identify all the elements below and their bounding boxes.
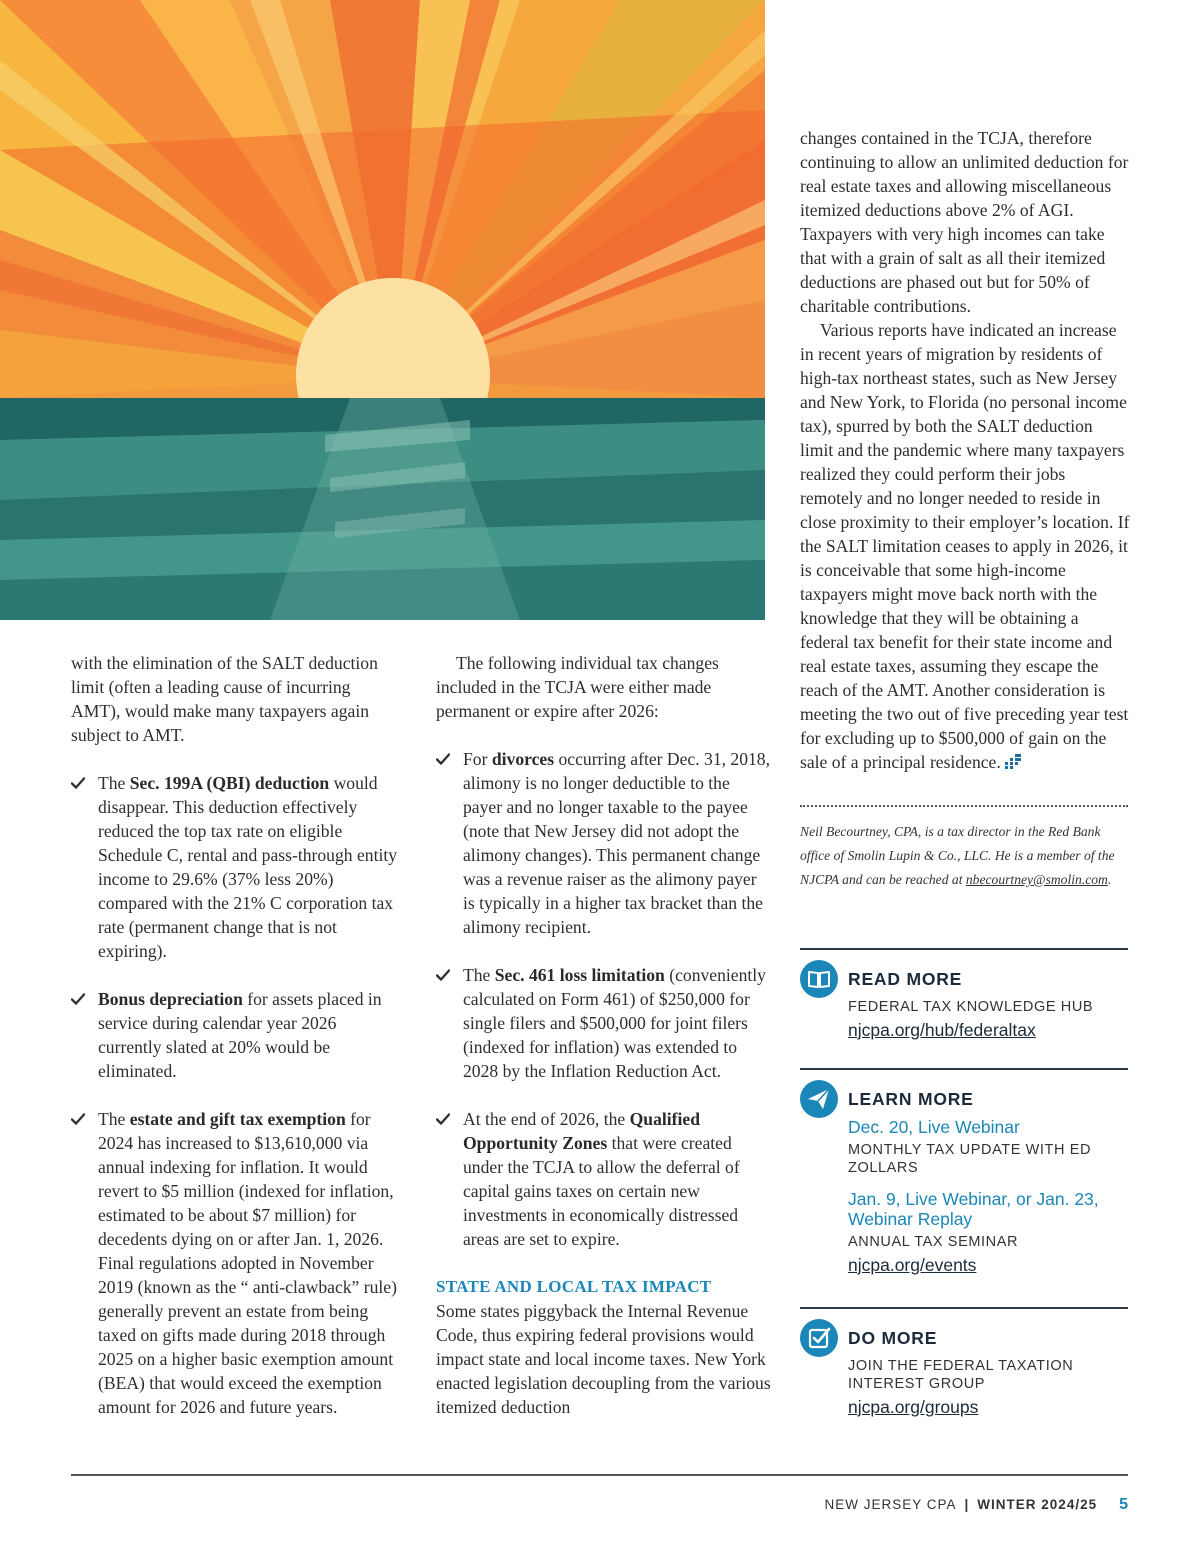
checkmark-icon (436, 752, 450, 766)
end-mark-icon (1005, 754, 1021, 769)
column-2 (436, 651, 771, 1419)
bullet-qbi-deduction: The Sec. 199A (QBI) deduction would disappear. This deduction effectively reduced the top tax rate on eligible Schedule C, rental and pass-through entity income to 29.6% (37% less 20%) compared with the 21% C corporation tax rate (permanent change that is not expiring). (71, 771, 401, 963)
book-icon (800, 960, 838, 998)
checkmark-icon (71, 992, 85, 1006)
read-more-link[interactable]: njcpa.org/hub/federaltax (848, 1020, 1036, 1040)
publication-name: NEW JERSEY CPA (824, 1497, 957, 1512)
learn-more-content (848, 1088, 1133, 1276)
bold-term: Sec. 461 loss limitation (494, 965, 665, 985)
do-more-box (800, 1307, 1128, 1429)
checkmark-icon (436, 968, 450, 982)
bold-term: estate and gift tax exemption (129, 1109, 346, 1129)
bold-term: Sec. 199A (QBI) deduction (129, 773, 330, 793)
footer-separator: | (964, 1497, 970, 1512)
event-caption-1: MONTHLY TAX UPDATE WITH ED ZOLLARS (848, 1142, 1092, 1176)
do-more-link[interactable]: njcpa.org/groups (848, 1397, 979, 1417)
bullet-bonus-depreciation: Bonus depreciation for assets placed in service during calendar year 2026 currently slated at 20% would be eliminated. (71, 987, 401, 1083)
event-date-2: Jan. 9, Live Webinar, or Jan. 23, Webinar Replay (848, 1189, 1099, 1229)
read-more-box (800, 948, 1128, 1065)
learn-more-box (800, 1068, 1128, 1305)
divider (800, 805, 1128, 807)
checkbox-icon (800, 1319, 838, 1357)
bullet-divorces: For divorces occurring after Dec. 31, 2018, alimony is no longer deductible to the payer and no longer taxable to the payee (note that New Jersey did not adopt the alimony changes). This permanent change was a revenue raiser as the alimony payer is typically in a higher tax bracket than the alimony recipient. (436, 747, 771, 939)
bullet-opportunity-zones: At the end of 2026, the Qualified Opportunity Zones that were created under the TCJA to allow the deferral of capital gains taxes on certain new investments in economically distressed areas are set to expire. (436, 1107, 771, 1251)
column-3 (800, 126, 1130, 774)
paper-plane-icon (800, 1080, 838, 1118)
bullet-sec-461: The Sec. 461 loss limitation (conveniently calculated on Form 461) of $250,000 for single filers and $500,000 for joint filers (indexed for inflation) was extended to 2028 by the Inflation Reduction Act. (436, 963, 771, 1083)
do-more-caption: JOIN THE FEDERAL TAXATION INTEREST GROUP (848, 1358, 1074, 1392)
event-date-1: Dec. 20, Live Webinar (848, 1117, 1020, 1137)
bullet-estate-gift-tax: The estate and gift tax exemption for 2024 has increased to $13,610,000 via annual indexing for inflation. It would revert to $5 million (indexed for inflation, estimated to be about $7 million) for decedents dying on or after Jan. 1, 2026. Final regulations adopted in November 2019 (known as the “ anti-clawback” rule) generally prevent an estate from being taxed on gifts made during 2018 through 2025 on a higher basic exemption amount (BEA) that would exceed the exemption amount for 2026 and future years. (71, 1107, 401, 1419)
learn-more-link[interactable]: njcpa.org/events (848, 1255, 977, 1275)
section-heading: STATE AND LOCAL TAX IMPACT (436, 1277, 712, 1296)
bold-term: divorces (491, 749, 555, 769)
issue-label: WINTER 2024/25 (977, 1497, 1098, 1512)
checkmark-icon (71, 1112, 85, 1126)
intro-paragraph: with the elimination of the SALT deduction limit (often a leading cause of incurring AMT), would make many taxpayers again subject to AMT. (71, 653, 378, 745)
body-paragraph: changes contained in the TCJA, therefore continuing to allow an unlimited deduction for real estate taxes and allowing miscellaneous itemized deductions above 2% of AGI. Taxpayers with very high incomes can take that with a grain of salt as all their itemized deductions are phased out but for 50% of charitable contributions. (800, 128, 1129, 316)
bold-term: Qualified Opportunity Zones (463, 1109, 701, 1153)
footer-rule (71, 1474, 1128, 1476)
sunset-illustration (0, 0, 765, 620)
read-more-title: READ MORE (848, 969, 963, 989)
intro-paragraph: The following individual tax changes included in the TCJA were either made permanent or expire after 2026: (436, 653, 719, 721)
read-more-content (848, 968, 1133, 1041)
body-paragraph: Various reports have indicated an increase in recent years of migration by residents of high-tax northeast states, such as New Jersey and New York, to Florida (no personal income tax), spurred by both the SALT deduction limit and the pandemic where many taxpayers realized they could perform their jobs remotely and no longer needed to reside in close proximity to their employer’s location. If the SALT limitation ceases to apply in 2026, it is conceivable that some high-income taxpayers might move back north with the knowledge that they will be obtaining a federal tax benefit for their state income and real estate taxes, assuming they escape the reach of the AMT. Another consideration is meeting the two out of five preceding year test for excluding up to $500,000 of gain on the sale of a principal residence. (800, 320, 1130, 772)
page-number: 5 (1119, 1496, 1129, 1513)
body-paragraph: Some states piggyback the Internal Revenue Code, thus expiring federal provisions would impact state and local income taxes. New York enacted legislation decoupling from the various itemized deduction (436, 1301, 771, 1417)
bold-term: Bonus depreciation (98, 989, 243, 1009)
author-email-link[interactable]: nbecourtney@smolin.com (965, 872, 1108, 887)
page-footer (824, 1496, 1129, 1514)
event-caption-2: ANNUAL TAX SEMINAR (848, 1234, 1019, 1250)
do-more-title: DO MORE (848, 1328, 938, 1348)
checkmark-icon (436, 1112, 450, 1126)
learn-more-title: LEARN MORE (848, 1089, 974, 1109)
column-1 (71, 651, 401, 1419)
do-more-content (848, 1327, 1133, 1418)
checkmark-icon (71, 776, 85, 790)
read-more-caption: FEDERAL TAX KNOWLEDGE HUB (848, 999, 1094, 1015)
author-bio: Neil Becourtney, CPA, is a tax director in the Red Bank office of Smolin Lupin & Co., LLC. He is a member of the NJCPA and can be reached at nbecourtney@smolin.com. (800, 824, 1115, 887)
